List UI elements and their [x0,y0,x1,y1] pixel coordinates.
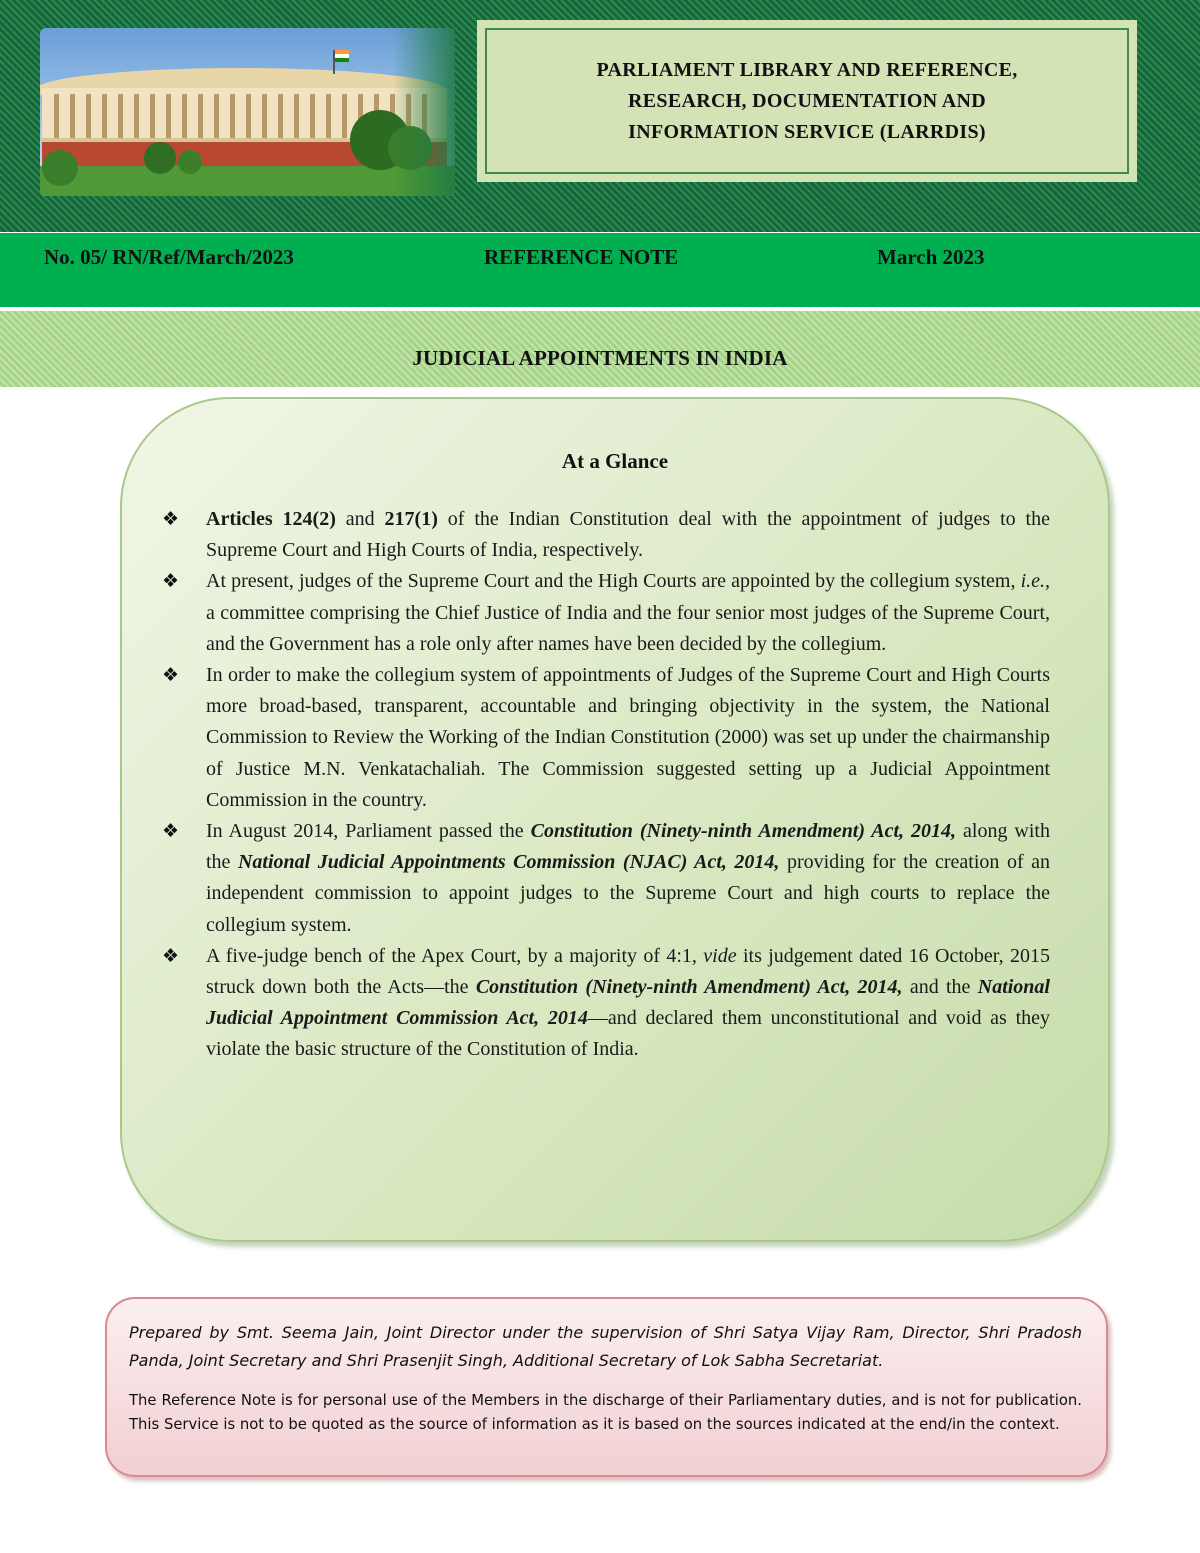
disclaimer-text: The Reference Note is for personal use of the Members in the discharge of their Parliamentary duties, and is not for publication. This Service is not to be quoted as the source of information as it is based on the sources indicated at the end/in the context. [129,1392,1082,1433]
diamond-bullet-icon: ❖ [162,664,180,687]
diamond-bullet-icon: ❖ [162,570,180,593]
diamond-bullet-icon: ❖ [162,944,180,967]
bullet-text: In August 2014, Parliament passed the [206,820,531,843]
article-ref: Articles 124(2) [206,508,336,530]
parliament-building-image [40,28,455,196]
bullet-emphasis: vide [703,944,737,967]
list-item [162,660,1050,816]
article-ref: 217(1) [384,508,438,530]
act-name: National Judicial Appointment Commission Act, 2014 [206,976,1050,1030]
bullet-text: providing for the creation of an independent commission to appoint judges to the Supreme Court and high courts to replace the collegium system. [206,851,1050,936]
bullet-text: and [335,508,385,530]
diamond-bullet-icon: ❖ [162,820,180,843]
page-title: JUDICIAL APPOINTMENTS IN INDIA [412,345,788,370]
bullet-text: At present, judges of the Supreme Court and the High Courts are appointed by the collegium system, [206,570,1021,593]
bullet-text: of the Indian Constitution deal with the appointment of judges to the Supreme Court and High Courts of India, respectively. [206,508,1050,562]
act-name: Constitution (Ninety-ninth Amendment) Act, 2014, [530,820,957,843]
list-item [162,504,1050,566]
header-band [0,0,1200,232]
bullet-text: its judgement dated 16 October, 2015 struck down both the Acts—the [206,944,1050,999]
organization-box-border [485,28,1129,174]
bullet-text: In order to make the collegium system of appointments of Judges of the Supreme Court and High Courts more broad-based, transparent, accountable and bringing objectivity in the system, the National Commission to Review the Working of the Indian Constitution (2000) was set up under the chairmanship of Justice M.N. Venkatachaliah. The Commission suggested setting up a Judicial Appointment Commission in the country. [206,664,1050,811]
document-date: March 2023 [877,245,985,269]
at-a-glance-box [120,397,1110,1242]
prepared-by-text: Prepared by Smt. Seema Jain, Joint Director under the supervision of Shri Satya Vijay Ram, Director, Shri Pradosh Panda, Joint Secretary and Shri Prasenjit Singh, Additional Secretary of Lok Sabha Secretariat. [129,1323,1082,1370]
bullet-text: a committee comprising the Chief Justice of India and the four senior most judges of the Supreme Court, and the Government has a role only after names have been decided by the collegium. [206,601,1050,655]
reference-number: No. 05/ RN/Ref/March/2023 [44,245,294,269]
bullet-emphasis: i.e., [1020,570,1050,593]
at-a-glance-heading: At a Glance [561,449,669,473]
bullet-text: and the [902,976,978,999]
title-band [0,311,1200,387]
act-name: Constitution (Ninety-ninth Amendment) Act, 2014, [475,976,903,999]
organization-name-line-1: PARLIAMENT LIBRARY AND REFERENCE, [596,58,1018,81]
list-item [162,816,1050,941]
metadata-band [0,233,1200,307]
document-type: REFERENCE NOTE [484,245,679,269]
act-name: National Judicial Appointments Commission (NJAC) Act, 2014, [237,851,780,874]
organization-box [477,20,1137,182]
organization-name-line-3: INFORMATION SERVICE (LARRDIS) [628,120,986,143]
list-item [162,566,1050,660]
preparation-note-box [105,1297,1108,1477]
list-item [162,941,1050,1066]
organization-name-line-2: RESEARCH, DOCUMENTATION AND [628,89,986,112]
diamond-bullet-icon: ❖ [162,508,180,530]
bullet-text: A five-judge bench of the Apex Court, by a majority of 4:1, [206,944,704,967]
at-a-glance-list [162,504,1050,1066]
parliament-building-illustration [40,28,455,196]
bullet-text: along with the [206,820,1050,874]
bullet-text: —and declared them unconstitutional and void as they violate the basic structure of the Constitution of India. [206,1007,1051,1061]
